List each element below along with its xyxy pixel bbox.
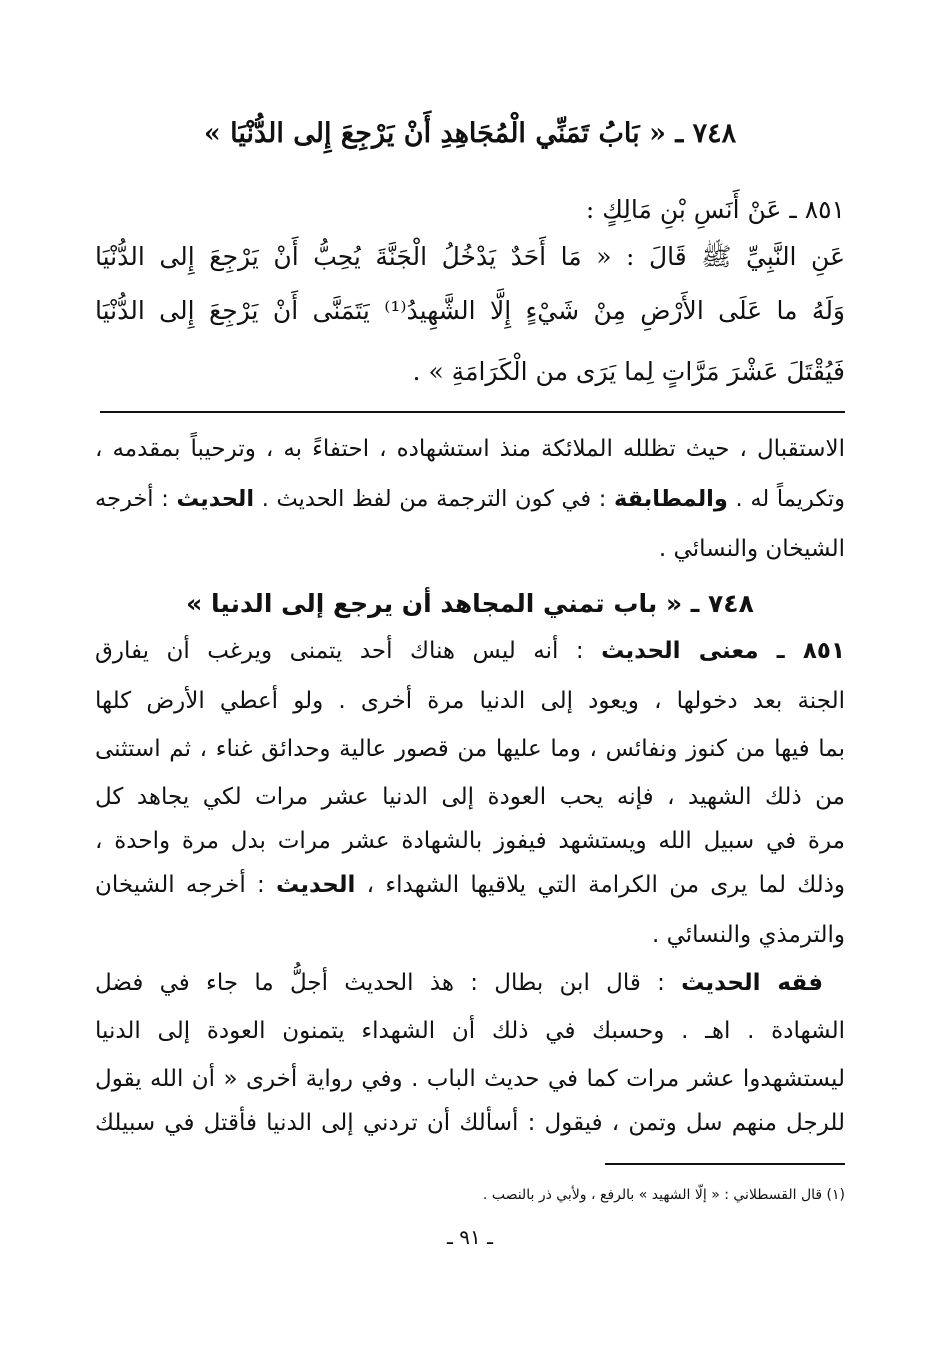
meaning-line-3: بما فيها من كنوز ونفائس ، وما عليها من قصور عالية وحدائق غناء ، ثم استثنى	[95, 736, 845, 762]
fiqh-label: فقه الحديث	[681, 970, 823, 996]
prev-commentary-line-2	[95, 488, 845, 511]
meaning-first-text: : أنه ليس هناك أحد يتمنى ويرغب أن يفارق	[95, 638, 602, 664]
meaning-line-4: من ذلك الشهيد ، فإنه يحب العودة إلى الدنيا عشر مرات لكي يجاهد كل	[95, 784, 845, 810]
hadith-label-2: الحديث	[276, 872, 356, 898]
prev-commentary-text-b: : في كون الترجمة من لفظ الحديث .	[254, 486, 614, 512]
fiqh-line-3: ليستشهدوا عشر مرات كما في حديث الباب . وفي رواية أخرى « أن الله يقول	[95, 1066, 845, 1092]
hadith-label: الحديث	[176, 486, 255, 512]
meaning-line-6-text-b: : أخرجه الشيخان	[95, 872, 276, 898]
prev-commentary-text-c: : أخرجه	[95, 486, 177, 512]
meaning-line-5: مرة في سبيل الله ويستشهد فيفوز بالشهادة عشر مرات بدل مرة واحدة ،	[95, 828, 845, 854]
explanation-title: ٧٤٨ ـ « باب تمني المجاهد أن يرجع إلى الدنيا »	[186, 589, 754, 618]
prev-commentary-line-1: الاستقبال ، حيث تظلله الملائكة منذ استشهاده ، احتفاءً به ، وترحيباً بمقدمه ،	[95, 436, 845, 462]
footnote-divider	[605, 1163, 845, 1165]
prev-commentary-line-3: الشيخان والنسائي .	[658, 536, 845, 562]
fiqh-line-2: الشهادة . اهـ . وحسبك في ذلك أن الشهداء يتمنون العودة إلى الدنيا	[95, 1018, 845, 1044]
hadith-line-1: عَنِ النَّبِيِّ ﷺ قَالَ : « مَا أَحَدٌ يَدْخُلُ الْجَنَّةَ يُحِبُّ أَنْ يَرْجِعَ إِلى الدُّنْيَا	[95, 242, 845, 271]
page-number: ـ ٩١ ـ	[447, 1225, 493, 1249]
meaning-line-1	[95, 640, 845, 663]
mutabaqa-label: والمطابقة	[613, 486, 728, 512]
meaning-label: ٨٥١ ـ معنى الحديث	[601, 638, 845, 664]
hadith-line-2: وَلَهُ ما عَلَى الأَرْضِ مِنْ شَيْءٍ إِلَّا الشَّهِيدُ⁽¹⁾ يَتَمَنَّى أَنْ يَرْجِعَ إِلى الدُّنْيَا	[95, 296, 846, 325]
chapter-title: ٧٤٨ ـ « بَابُ تَمَنِّي الْمُجَاهِدِ أَنْ يَرْجِعَ إِلى الدُّنْيَا »	[203, 118, 737, 149]
section-divider	[100, 411, 845, 413]
fiqh-first-text: : قال ابن بطال : هذ الحديث أجلُّ ما جاء في فضل	[95, 970, 682, 996]
fiqh-line-4: للرجل منهم سل وتمن ، فيقول : أسألك أن تردني إلى الدنيا فأقتل في سبيلك	[95, 1110, 845, 1136]
meaning-line-6-text-a: وذلك لما يرى من الكرامة التي يلاقيها الشهداء ،	[355, 872, 845, 898]
book-page	[95, 0, 845, 1365]
prev-commentary-text-a: وتكريماً له .	[727, 486, 845, 512]
meaning-line-2: الجنة بعد دخولها ، ويعود إلى الدنيا مرة أخرى . ولو أعطي الأرض كلها	[95, 688, 845, 714]
fiqh-line-1	[95, 972, 845, 995]
footnote: (١) قال القسطلاني : « إلّا الشهيد » بالرفع ، ولأبي ذر بالنصب .	[482, 1187, 845, 1203]
meaning-line-7: والترمذي والنسائي .	[651, 922, 845, 948]
hadith-line-3: فَيُقْتَلَ عَشْرَ مَرَّاتٍ لِما يَرَى من الْكَرَامَةِ » .	[412, 357, 845, 386]
hadith-number-line: ٨٥١ ـ عَنْ أَنَسِ بْنِ مَالِكٍ :	[585, 195, 845, 224]
meaning-line-6	[95, 874, 845, 897]
